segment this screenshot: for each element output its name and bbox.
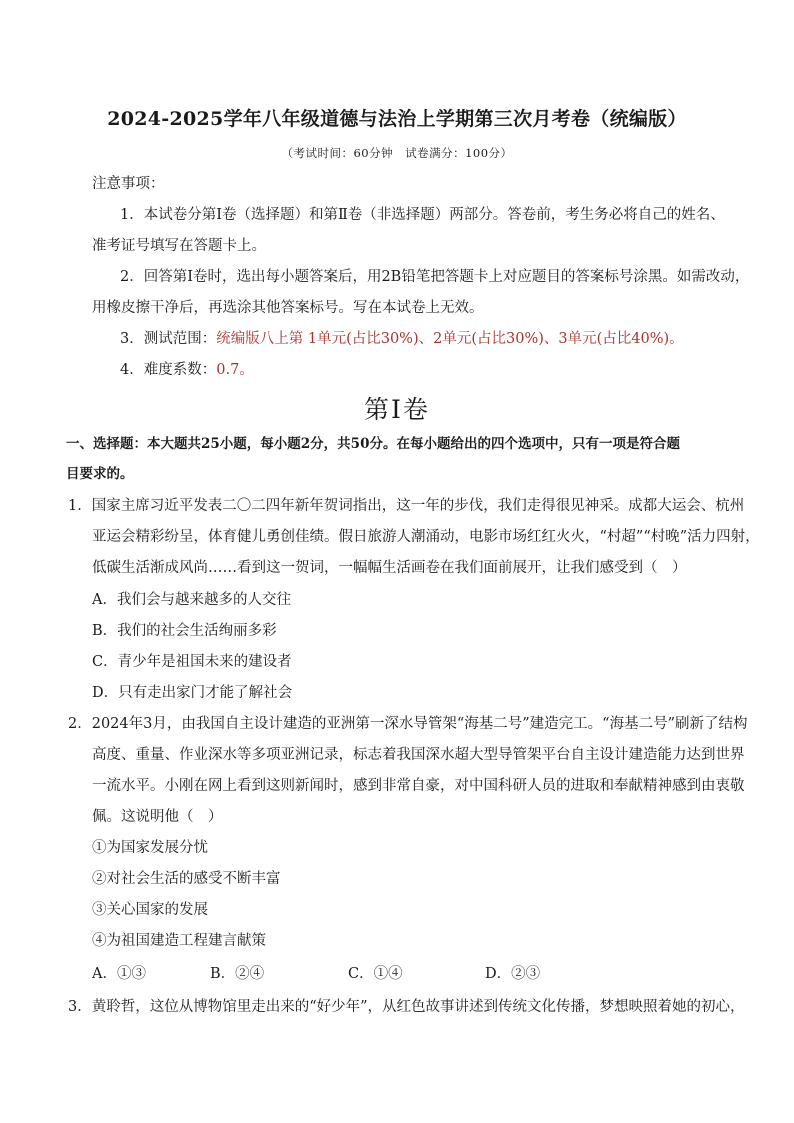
question-2-option-a: A．①③ [92,966,146,982]
exam-title: 2024-2025学年八年级道德与法治上学期第三次月考卷（统编版） [107,108,687,130]
question-2-options [92,962,572,984]
question-2-option-b: B．②④ [210,966,265,982]
notes-item-4 [120,360,254,380]
notes-item-2-line-2: 用橡皮擦干净后，再选涂其他答案标号。写在本试卷上无效。 [92,300,484,316]
notes-item-1-line-1: 1．本试卷分第Ⅰ卷（选择题）和第Ⅱ卷（非选择题）两部分。答卷前，考生务必将自己的姓名、 [120,207,725,223]
section-1-instructions-line-1: 一、选择题：本大题共25小题，每小题2分，共50分。在每小题给出的四个选项中，只有一项是符合题 [66,436,680,452]
difficulty-value: 0.7。 [216,362,254,378]
notes-item-4-prefix: 4．难度系数： [120,362,217,378]
question-2-line-2: 高度、重量、作业深水等多项亚洲记录，标志着我国深水超大型导管架平台自主设计建造能力达到世界 [92,747,745,763]
question-2-option-c: C．①④ [348,966,403,982]
question-1-option-b: B．我们的社会生活绚丽多彩 [92,623,277,639]
notes-item-1-line-2: 准考证号填写在答题卡上。 [92,238,266,254]
notes-item-3 [120,329,684,349]
volume-title: 第Ⅰ卷 [364,395,430,424]
section-1-instructions-line-2: 目要求的。 [66,466,134,482]
notes-item-2-line-1: 2．回答第Ⅰ卷时，选出每小题答案后，用2B铅笔把答题卡上对应题目的答案标号涂黑。如需改动， [120,269,750,285]
question-2-line-4: 佩。这说明他（ ） [92,809,223,825]
question-1-line-2: 亚运会精彩纷呈，体育健儿勇创佳绩。假日旅游人潮涌动，电影市场红红火火，“村超”“村晚”活力四射， [92,529,760,545]
question-1-line-3: 低碳生活渐成风尚……看到这一贺词，一幅幅生活画卷在我们面前展开，让我们感受到（ ） [92,560,687,576]
test-scope: 统编版八上第 1单元(占比30%)、2单元(占比30%)、3单元(占比40%)。 [216,331,684,347]
question-2-option-d: D．②③ [485,966,541,982]
question-2-line-1: 2．2024年3月，由我国自主设计建造的亚洲第一深水导管架“海基二号”建造完工。“海基二号”刷新了结构 [68,716,748,732]
question-1-option-d: D．只有走出家门才能了解社会 [92,685,293,701]
notes-item-3-prefix: 3．测试范围： [120,331,217,347]
question-1-option-a: A．我们会与越来越多的人交往 [92,592,291,608]
notes-heading: 注意事项： [92,176,165,192]
question-1-line-1: 1．国家主席习近平发表二〇二四年新年贺词指出，这一年的步伐，我们走得很见神采。成都大运会、杭州 [68,498,745,514]
exam-subtitle: （考试时间：60分钟 试卷满分：100分） [281,146,513,160]
question-3-line-1: 3．黄聆哲，这位从博物馆里走出来的“好少年”，从红色故事讲述到传统文化传播，梦想映照着她的初心， [68,999,745,1015]
question-2-statement-2: ②对社会生活的感受不断丰富 [92,871,281,887]
question-2-statement-1: ①为国家发展分忧 [92,840,208,856]
question-2-line-3: 一流水平。小刚在网上看到这则新闻时，感到非常自豪，对中国科研人员的进取和奉献精神感到由衷敬 [92,778,745,794]
question-1-option-c: C．青少年是祖国未来的建设者 [92,654,292,670]
question-2-statement-4: ④为祖国建造工程建言献策 [92,933,266,949]
question-2-statement-3: ③关心国家的发展 [92,902,208,918]
